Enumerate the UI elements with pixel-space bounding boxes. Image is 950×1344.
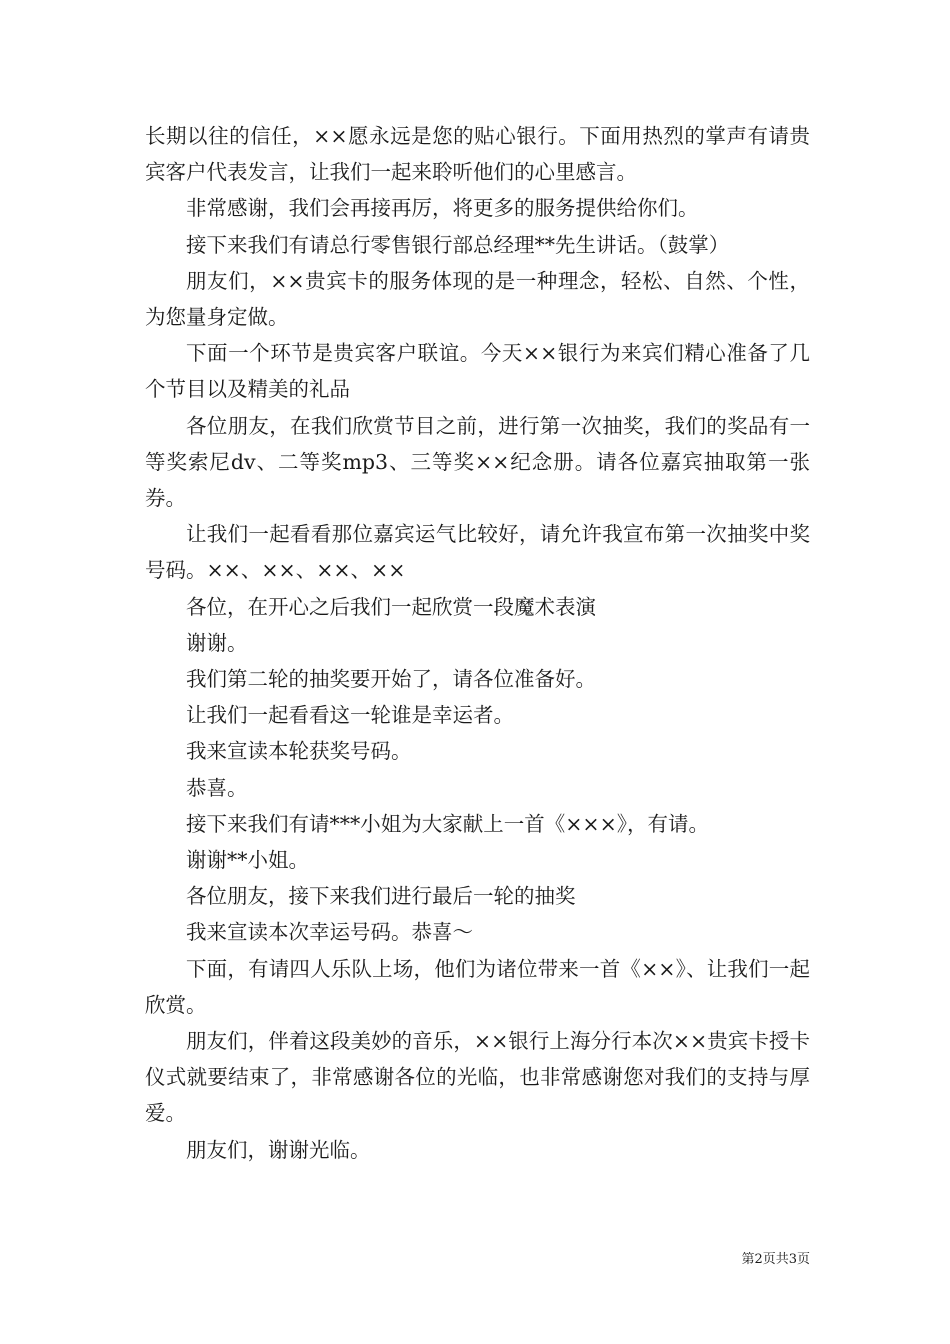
paragraph: 恭喜。 <box>186 775 248 800</box>
paragraph: 让我们一起看看那位嘉宾运气比较好，请允许我宣布第一次抽奖中奖号码。××、××、××、×× <box>145 522 810 583</box>
paragraph: 我们第二轮的抽奖要开始了，请各位准备好。 <box>186 667 596 692</box>
paragraph: 接下来我们有请***小姐为大家献上一首《×××》，有请。 <box>186 811 710 836</box>
paragraph: 下面一个环节是贵宾客户联谊。今天××银行为来宾们精心准备了几个节目以及精美的礼品 <box>145 341 810 402</box>
paragraph: 非常感谢，我们会再接再厉，将更多的服务提供给你们。 <box>186 196 699 221</box>
paragraph: 各位朋友，接下来我们进行最后一轮的抽奖 <box>186 884 576 909</box>
paragraph: 接下来我们有请总行零售银行部总经理**先生讲话。（鼓掌） <box>186 232 730 257</box>
page-number-footer: 第2页共3页 <box>741 1252 810 1267</box>
paragraph: 让我们一起看看这一轮谁是幸运者。 <box>186 703 514 728</box>
paragraph: 朋友们，谢谢光临。 <box>186 1137 371 1162</box>
paragraph: 我来宣读本轮获奖号码。 <box>186 739 412 764</box>
paragraph: 下面，有请四人乐队上场，他们为诸位带来一首《××》、让我们一起欣赏。 <box>145 956 810 1017</box>
paragraph: 谢谢。 <box>186 630 248 655</box>
paragraph: 我来宣读本次幸运号码。恭喜～ <box>186 920 473 945</box>
document-body <box>145 118 810 1168</box>
paragraph: 谢谢**小姐。 <box>186 848 309 873</box>
paragraph: 各位，在开心之后我们一起欣赏一段魔术表演 <box>186 594 596 619</box>
paragraph: 各位朋友，在我们欣赏节目之前，进行第一次抽奖，我们的奖品有一等奖索尼dv、二等奖mp3、三等奖××纪念册。请各位嘉宾抽取第一张券。 <box>145 413 810 511</box>
paragraph: 朋友们，伴着这段美妙的音乐，××银行上海分行本次××贵宾卡授卡仪式就要结束了，非常感谢各位的光临，也非常感谢您对我们的支持与厚爱。 <box>145 1029 810 1126</box>
paragraph: 朋友们，××贵宾卡的服务体现的是一种理念，轻松、自然、个性，为您量身定做。 <box>145 268 810 330</box>
paragraph-continued: 长期以往的信任，××愿永远是您的贴心银行。下面用热烈的掌声有请贵宾客户代表发言，让我们一起来聆听他们的心里感言。 <box>145 124 810 185</box>
